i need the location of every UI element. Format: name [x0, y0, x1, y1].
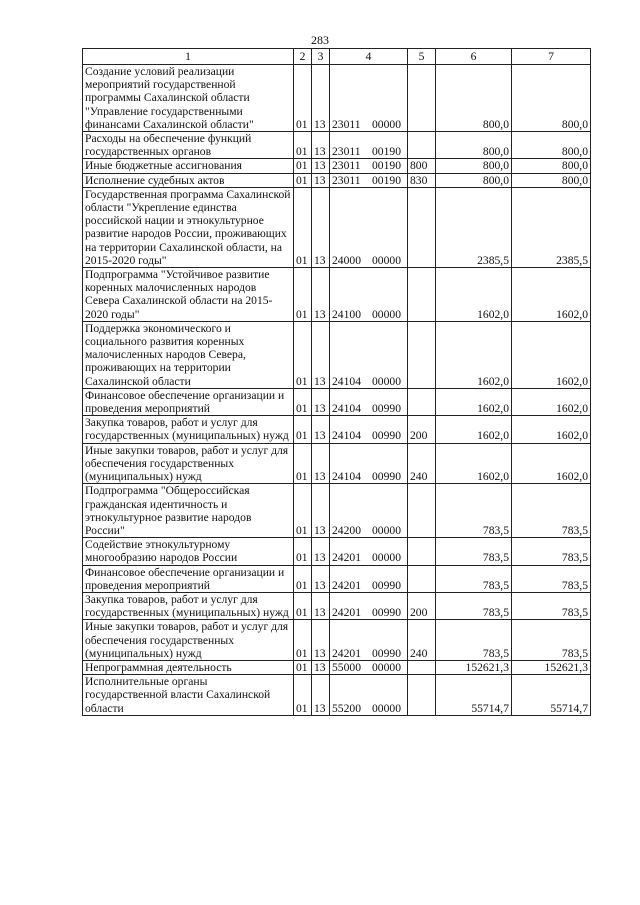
row-name: Финансовое обеспечение организации и проведения мероприятий [83, 565, 294, 592]
row-target-article [330, 173, 408, 187]
target-article-program: 23011 [332, 159, 361, 173]
table-row [83, 187, 591, 267]
row-section-code: 01 [294, 416, 312, 443]
target-article-direction: 00000 [372, 551, 401, 565]
row-amount-col7: 55714,7 [512, 675, 591, 716]
row-amount-col7: 783,5 [512, 538, 591, 565]
row-amount-col6: 55714,7 [436, 675, 512, 716]
target-article-program: 24200 [332, 523, 361, 537]
table-row [83, 484, 591, 538]
row-subsection-code: 13 [312, 173, 330, 187]
row-section-code: 01 [294, 443, 312, 484]
row-amount-col6: 1602,0 [436, 443, 512, 484]
row-name: Создание условий реализации мероприятий государственной программы Сахалинской области "Управление государственными финансами Сахалинской области" [83, 65, 294, 132]
row-amount-col7: 800,0 [512, 159, 591, 173]
row-section-code: 01 [294, 388, 312, 415]
row-amount-col7: 1602,0 [512, 388, 591, 415]
row-section-code: 01 [294, 187, 312, 267]
row-target-article [330, 388, 408, 415]
target-article-program: 55200 [332, 701, 361, 715]
target-article-program: 24100 [332, 307, 361, 321]
row-section-code: 01 [294, 565, 312, 592]
header-col-5: 5 [408, 49, 436, 65]
table-row [83, 538, 591, 565]
row-target-article [330, 321, 408, 388]
row-amount-col6: 783,5 [436, 538, 512, 565]
table-row [83, 443, 591, 484]
target-article-direction: 00190 [372, 145, 401, 159]
header-col-3: 3 [312, 49, 330, 65]
row-subsection-code: 13 [312, 565, 330, 592]
row-target-article [330, 65, 408, 132]
row-amount-col6: 783,5 [436, 620, 512, 661]
row-expense-type [408, 484, 436, 538]
target-article-program: 23011 [332, 145, 361, 159]
target-article-direction: 00000 [372, 307, 401, 321]
row-amount-col6: 1602,0 [436, 321, 512, 388]
row-expense-type [408, 565, 436, 592]
row-target-article [330, 565, 408, 592]
target-article-direction: 00000 [372, 117, 401, 131]
row-name: Подпрограмма "Общероссийская гражданская идентичность и этнокультурное развитие народов России" [83, 484, 294, 538]
row-section-code: 01 [294, 159, 312, 173]
target-article-direction: 00000 [372, 253, 401, 267]
row-section-code: 01 [294, 620, 312, 661]
row-target-article [330, 592, 408, 619]
row-target-article [330, 538, 408, 565]
row-name: Иные бюджетные ассигнования [83, 159, 294, 173]
row-amount-col7: 783,5 [512, 484, 591, 538]
target-article-direction: 00990 [372, 429, 401, 443]
row-amount-col6: 1602,0 [436, 388, 512, 415]
row-name: Исполнительные органы государственной власти Сахалинской области [83, 675, 294, 716]
target-article-direction: 00000 [372, 523, 401, 537]
header-col-2: 2 [294, 49, 312, 65]
row-expense-type [408, 675, 436, 716]
row-expense-type [408, 538, 436, 565]
row-section-code: 01 [294, 660, 312, 674]
row-amount-col7: 783,5 [512, 592, 591, 619]
row-target-article [330, 132, 408, 159]
header-col-1: 1 [83, 49, 294, 65]
row-name: Иные закупки товаров, работ и услуг для обеспечения государственных (муниципальных) нужд [83, 443, 294, 484]
row-amount-col6: 800,0 [436, 159, 512, 173]
row-section-code: 01 [294, 538, 312, 565]
row-subsection-code: 13 [312, 416, 330, 443]
row-expense-type: 200 [408, 416, 436, 443]
row-expense-type [408, 65, 436, 132]
row-section-code: 01 [294, 65, 312, 132]
row-expense-type: 200 [408, 592, 436, 619]
row-amount-col6: 783,5 [436, 484, 512, 538]
row-target-article [330, 484, 408, 538]
target-article-direction: 00000 [372, 374, 401, 388]
target-article-direction: 00990 [372, 578, 401, 592]
row-name: Государственная программа Сахалинской области "Укрепление единства российской нации и этнокультурное развитие народов России, проживающих на территории Сахалинской области, на 2015-2020 годы" [83, 187, 294, 267]
page-number: 283 [311, 33, 329, 47]
row-subsection-code: 13 [312, 187, 330, 267]
table-row [83, 321, 591, 388]
row-name: Закупка товаров, работ и услуг для государственных (муниципальных) нужд [83, 416, 294, 443]
row-amount-col7: 783,5 [512, 565, 591, 592]
row-expense-type [408, 660, 436, 674]
table-row [83, 268, 591, 322]
target-article-program: 23011 [332, 117, 361, 131]
target-article-program: 24104 [332, 374, 361, 388]
table-row [83, 173, 591, 187]
table-row [83, 416, 591, 443]
row-section-code: 01 [294, 173, 312, 187]
row-amount-col7: 783,5 [512, 620, 591, 661]
row-section-code: 01 [294, 132, 312, 159]
row-amount-col6: 800,0 [436, 65, 512, 132]
row-target-article [330, 620, 408, 661]
row-subsection-code: 13 [312, 538, 330, 565]
target-article-program: 24201 [332, 578, 361, 592]
row-expense-type [408, 187, 436, 267]
row-amount-col7: 800,0 [512, 132, 591, 159]
row-amount-col6: 800,0 [436, 173, 512, 187]
row-expense-type: 800 [408, 159, 436, 173]
table-row [83, 159, 591, 173]
row-amount-col6: 152621,3 [436, 660, 512, 674]
target-article-direction: 00000 [372, 660, 401, 674]
row-subsection-code: 13 [312, 660, 330, 674]
row-target-article [330, 675, 408, 716]
target-article-direction: 00190 [372, 173, 401, 187]
target-article-program: 24104 [332, 429, 361, 443]
row-name: Финансовое обеспечение организации и проведения мероприятий [83, 388, 294, 415]
row-amount-col6: 1602,0 [436, 268, 512, 322]
target-article-direction: 00990 [372, 402, 401, 416]
row-name: Поддержка экономического и социального развития коренных малочисленных народов Севера, проживающих на территории Сахалинской области [83, 321, 294, 388]
target-article-direction: 00190 [372, 159, 401, 173]
table-row [83, 592, 591, 619]
target-article-direction: 00990 [372, 606, 401, 620]
row-target-article [330, 268, 408, 322]
row-name: Подпрограмма "Устойчивое развитие коренных малочисленных народов Севера Сахалинской области на 2015-2020 годы" [83, 268, 294, 322]
row-name: Содействие этнокультурному многообразию народов России [83, 538, 294, 565]
target-article-direction: 00000 [372, 701, 401, 715]
row-target-article [330, 416, 408, 443]
row-expense-type: 240 [408, 620, 436, 661]
row-section-code: 01 [294, 321, 312, 388]
header-col-4: 4 [330, 49, 408, 65]
target-article-program: 24000 [332, 253, 361, 267]
row-subsection-code: 13 [312, 675, 330, 716]
header-col-6: 6 [436, 49, 512, 65]
row-target-article [330, 159, 408, 173]
row-amount-col7: 1602,0 [512, 443, 591, 484]
row-subsection-code: 13 [312, 65, 330, 132]
row-amount-col7: 1602,0 [512, 268, 591, 322]
row-subsection-code: 13 [312, 592, 330, 619]
row-name: Расходы на обеспечение функций государственных органов [83, 132, 294, 159]
target-article-program: 24104 [332, 470, 361, 484]
row-amount-col6: 800,0 [436, 132, 512, 159]
row-expense-type [408, 321, 436, 388]
row-expense-type [408, 268, 436, 322]
row-amount-col6: 783,5 [436, 592, 512, 619]
row-target-article [330, 443, 408, 484]
row-name: Закупка товаров, работ и услуг для государственных (муниципальных) нужд [83, 592, 294, 619]
row-subsection-code: 13 [312, 321, 330, 388]
row-subsection-code: 13 [312, 484, 330, 538]
table-row [83, 132, 591, 159]
row-subsection-code: 13 [312, 443, 330, 484]
target-article-direction: 00990 [372, 646, 401, 660]
row-section-code: 01 [294, 592, 312, 619]
target-article-program: 23011 [332, 173, 361, 187]
row-subsection-code: 13 [312, 159, 330, 173]
row-target-article [330, 660, 408, 674]
row-subsection-code: 13 [312, 132, 330, 159]
table-row [83, 620, 591, 661]
table-row [83, 675, 591, 716]
row-subsection-code: 13 [312, 620, 330, 661]
table-row [83, 388, 591, 415]
row-amount-col7: 800,0 [512, 65, 591, 132]
row-expense-type [408, 132, 436, 159]
table-row [83, 660, 591, 674]
row-expense-type: 240 [408, 443, 436, 484]
row-amount-col7: 2385,5 [512, 187, 591, 267]
target-article-program: 24201 [332, 646, 361, 660]
row-amount-col6: 1602,0 [436, 416, 512, 443]
row-amount-col6: 783,5 [436, 565, 512, 592]
row-subsection-code: 13 [312, 268, 330, 322]
row-section-code: 01 [294, 484, 312, 538]
row-amount-col7: 800,0 [512, 173, 591, 187]
target-article-program: 24201 [332, 551, 361, 565]
row-section-code: 01 [294, 268, 312, 322]
row-expense-type: 830 [408, 173, 436, 187]
header-row [83, 49, 591, 65]
target-article-program: 55000 [332, 660, 361, 674]
row-amount-col6: 2385,5 [436, 187, 512, 267]
target-article-program: 24104 [332, 402, 361, 416]
table-row [83, 65, 591, 132]
row-target-article [330, 187, 408, 267]
row-name: Исполнение судебных актов [83, 173, 294, 187]
budget-table [82, 48, 591, 716]
row-name: Непрограммная деятельность [83, 660, 294, 674]
header-col-7: 7 [512, 49, 591, 65]
row-amount-col7: 1602,0 [512, 416, 591, 443]
target-article-program: 24201 [332, 606, 361, 620]
row-amount-col7: 152621,3 [512, 660, 591, 674]
target-article-direction: 00990 [372, 470, 401, 484]
table-row [83, 565, 591, 592]
row-name: Иные закупки товаров, работ и услуг для обеспечения государственных (муниципальных) нужд [83, 620, 294, 661]
row-subsection-code: 13 [312, 388, 330, 415]
row-amount-col7: 1602,0 [512, 321, 591, 388]
row-section-code: 01 [294, 675, 312, 716]
row-expense-type [408, 388, 436, 415]
